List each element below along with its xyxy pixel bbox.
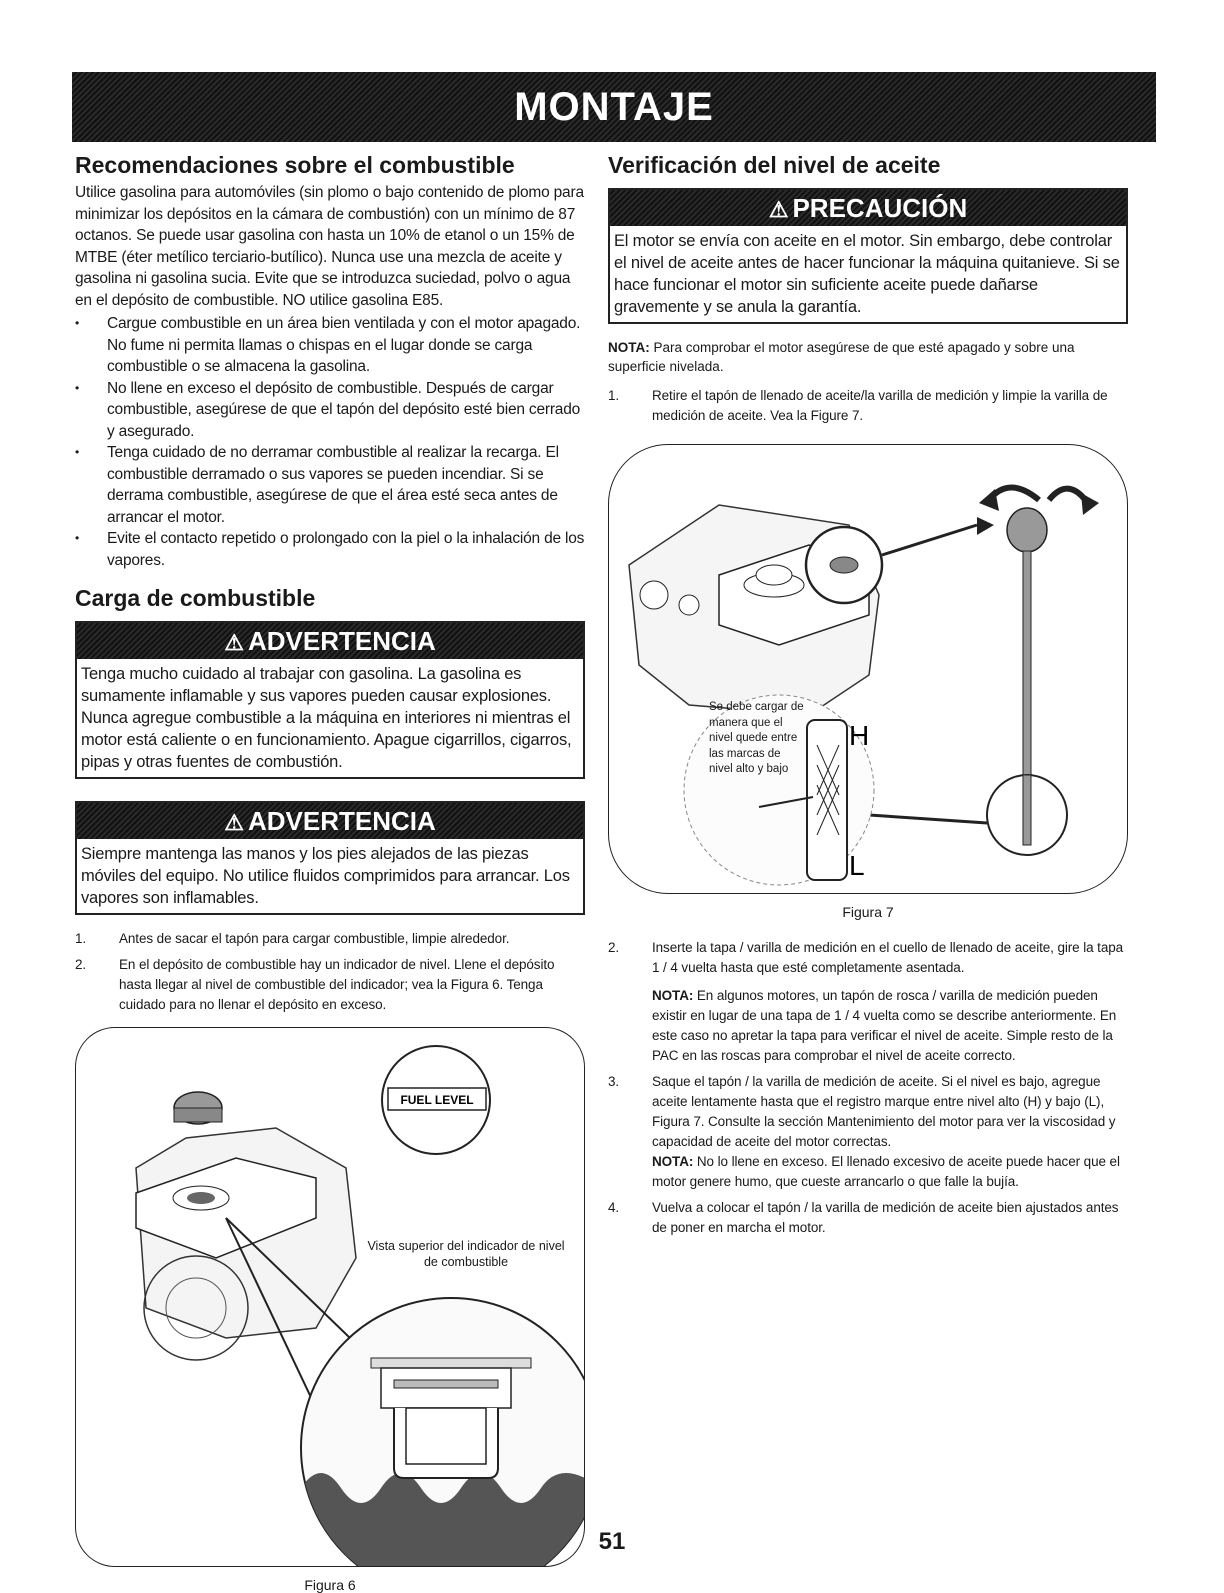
list-item: 1. Antes de sacar el tapón para cargar combustible, limpie alrededor. (75, 931, 510, 946)
list-item: 3. Saque el tapón / la varilla de medición de aceite. Si el nivel es bajo, agregue aceite lentamente hasta que el registro marque entre nivel alto (H) y bajo (L), Figura 7. Consulte la sección Mantenimiento del motor para ver la viscosidad y capacidad de aceite del motor correctas. NOTA: No lo llene en exceso. El llenado excesivo de aceite puede hacer que el motor genere humo, que cueste arrancarlo o que falle la bujía. (608, 1072, 1128, 1192)
warning-text: Tenga mucho cuidado al trabajar con gasolina. La gasolina es sumamente inflamable y sus vapores pueden causar explosiones. Nunca agregue combustible a la máquina en interiores ni mientras el motor está caliente o en funcionamiento. Apague cigarrillos, cigarros, pipas y otras fuentes de combustión. (81, 665, 572, 771)
list-item: 4. Vuelva a colocar el tapón / la varilla de medición de aceite bien ajustados antes de poner en marcha el motor. (608, 1200, 1119, 1235)
list-item: • Evite el contacto repetido o prolongado con la piel o la inhalación de los vapores. (75, 528, 585, 571)
fuel-tank-diagram (76, 1028, 585, 1566)
note-paragraph: NOTA: En algunos motores, un tapón de rosca / varilla de medición pueden existir en lugar de una tapa de 1 / 4 vuelta como se describe anteriormente. En este caso no apretar la tapa para verificar el nivel de aceite. Simple resto de la PAC en las roscas para comprobar el nivel de aceite correcto. (652, 988, 1117, 1063)
note-paragraph: NOTA: Para comprobar el motor asegúrese de que esté apagado y sobre una superficie nivelada. (608, 340, 1075, 374)
warning-label: ADVERTENCIA (247, 806, 436, 836)
list-item: 2. En el depósito de combustible hay un indicador de nivel. Llene el depósito hasta llegar al nivel de combustible del indicador; vea la Figura 6. Tenga cuidado para no llenar el depósito en exceso. (75, 957, 555, 1012)
figure-7-illustration (608, 444, 1128, 894)
warning-box-moving-parts (75, 801, 585, 915)
warning-label: ADVERTENCIA (247, 626, 436, 656)
caution-triangle-icon: ⚠ (768, 197, 789, 222)
fuel-loading-steps (75, 929, 585, 1015)
dipstick-diagram (609, 445, 1128, 893)
note-paragraph: NOTA: No lo llene en exceso. El llenado excesivo de aceite puede hacer que el motor genere humo, que cueste arrancarlo o que falle la bujía. (652, 1154, 1120, 1189)
section-banner: MONTAJE (72, 72, 1156, 142)
oil-level-heading: Verificación del nivel de aceite (608, 152, 941, 178)
fuel-recommendations-intro: Utilice gasolina para automóviles (sin plomo o bajo contenido de plomo para minimizar los depósitos en la cámara de combustión) con un mínimo de 87 octanos. Se puede usar gasolina con hasta un 10% de etanol o un 15% de MTBE (éter metílico terciario-butílico). Nunca use una mezcla de aceite y gasolina ni gasolina sucia. Evite que se introduzca suciedad, polvo o agua en el depósito de combustible. NO utilice gasolina E85. (75, 184, 584, 309)
oil-level-callout: Se debe cargar de manera que el nivel quede entre las marcas de nivel alto y bajo (709, 701, 804, 775)
caution-header (610, 190, 1126, 226)
warning-text: Siempre mantenga las manos y los pies alejados de las piezas móviles del equipo. No utilice fluidos comprimidos para arrancar. Los vapores son inflamables. (81, 845, 570, 907)
warning-triangle-icon: ⚠ (224, 630, 244, 655)
figure-6-illustration (75, 1027, 585, 1567)
low-mark-label: L (849, 850, 865, 881)
warning-header (77, 623, 583, 659)
caution-box (608, 188, 1128, 324)
right-column (608, 152, 1128, 1244)
warning-triangle-icon: ⚠ (224, 810, 244, 835)
figure-7-caption: Figura 7 (842, 904, 894, 920)
fuel-safety-list (75, 313, 585, 571)
left-column (75, 152, 585, 1593)
high-mark-label: H (849, 720, 870, 751)
warning-header (77, 803, 583, 839)
fuel-recommendations-heading: Recomendaciones sobre el combustible (75, 152, 515, 178)
figure-6-caption: Figura 6 (304, 1577, 356, 1593)
fuel-loading-heading: Carga de combustible (75, 585, 316, 611)
list-item: 2. Inserte la tapa / varilla de medición en el cuello de llenado de aceite, gire la tapa 1 / 4 vuelta hasta que esté completamente asentada. NOTA: En algunos motores, un tapón de rosca / varilla de medición pueden existir en lugar de una tapa de 1 / 4 vuelta como se describe anteriormente. En este caso no apretar la tapa para verificar el nivel de aceite. Simple resto de la PAC en las roscas para comprobar el nivel de aceite correcto. (608, 938, 1128, 1066)
list-item: • Tenga cuidado de no derramar combustible al realizar la recarga. El combustible derramado o sus vapores se pueden incendiar. Si se derrama combustible, asegúrese de que el área esté seca antes de arrancar el motor. (75, 442, 585, 528)
page-number: 51 (598, 1528, 626, 1555)
oil-steps-a (608, 386, 1128, 426)
oil-steps-b (608, 938, 1128, 1238)
fuel-level-label: FUEL LEVEL (400, 1093, 474, 1107)
list-item: • No llene en exceso el depósito de combustible. Después de cargar combustible, asegúrese de que el tapón del depósito esté bien cerrado y asegurado. (75, 378, 585, 443)
top-view-caption: Vista superior del indicador de nivel de combustible (367, 1239, 565, 1269)
list-item: • Cargue combustible en un área bien ventilada y con el motor apagado. No fume ni permita llamas o chispas en el lugar donde se carga combustible o se almacena la gasolina. (75, 313, 585, 378)
warning-box-gasoline (75, 621, 585, 779)
caution-text: El motor se envía con aceite en el motor. Sin embargo, debe controlar el nivel de aceite antes de hacer funcionar la máquina quitanieve. Si se hace funcionar el motor sin suficiente aceite puede dañarse gravemente y se anula la garantía. (614, 232, 1120, 316)
list-item: 1. Retire el tapón de llenado de aceite/la varilla de medición y limpie la varilla de medición de aceite. Vea la Figure 7. (608, 388, 1108, 423)
caution-label: PRECAUCIÓN (792, 193, 968, 223)
